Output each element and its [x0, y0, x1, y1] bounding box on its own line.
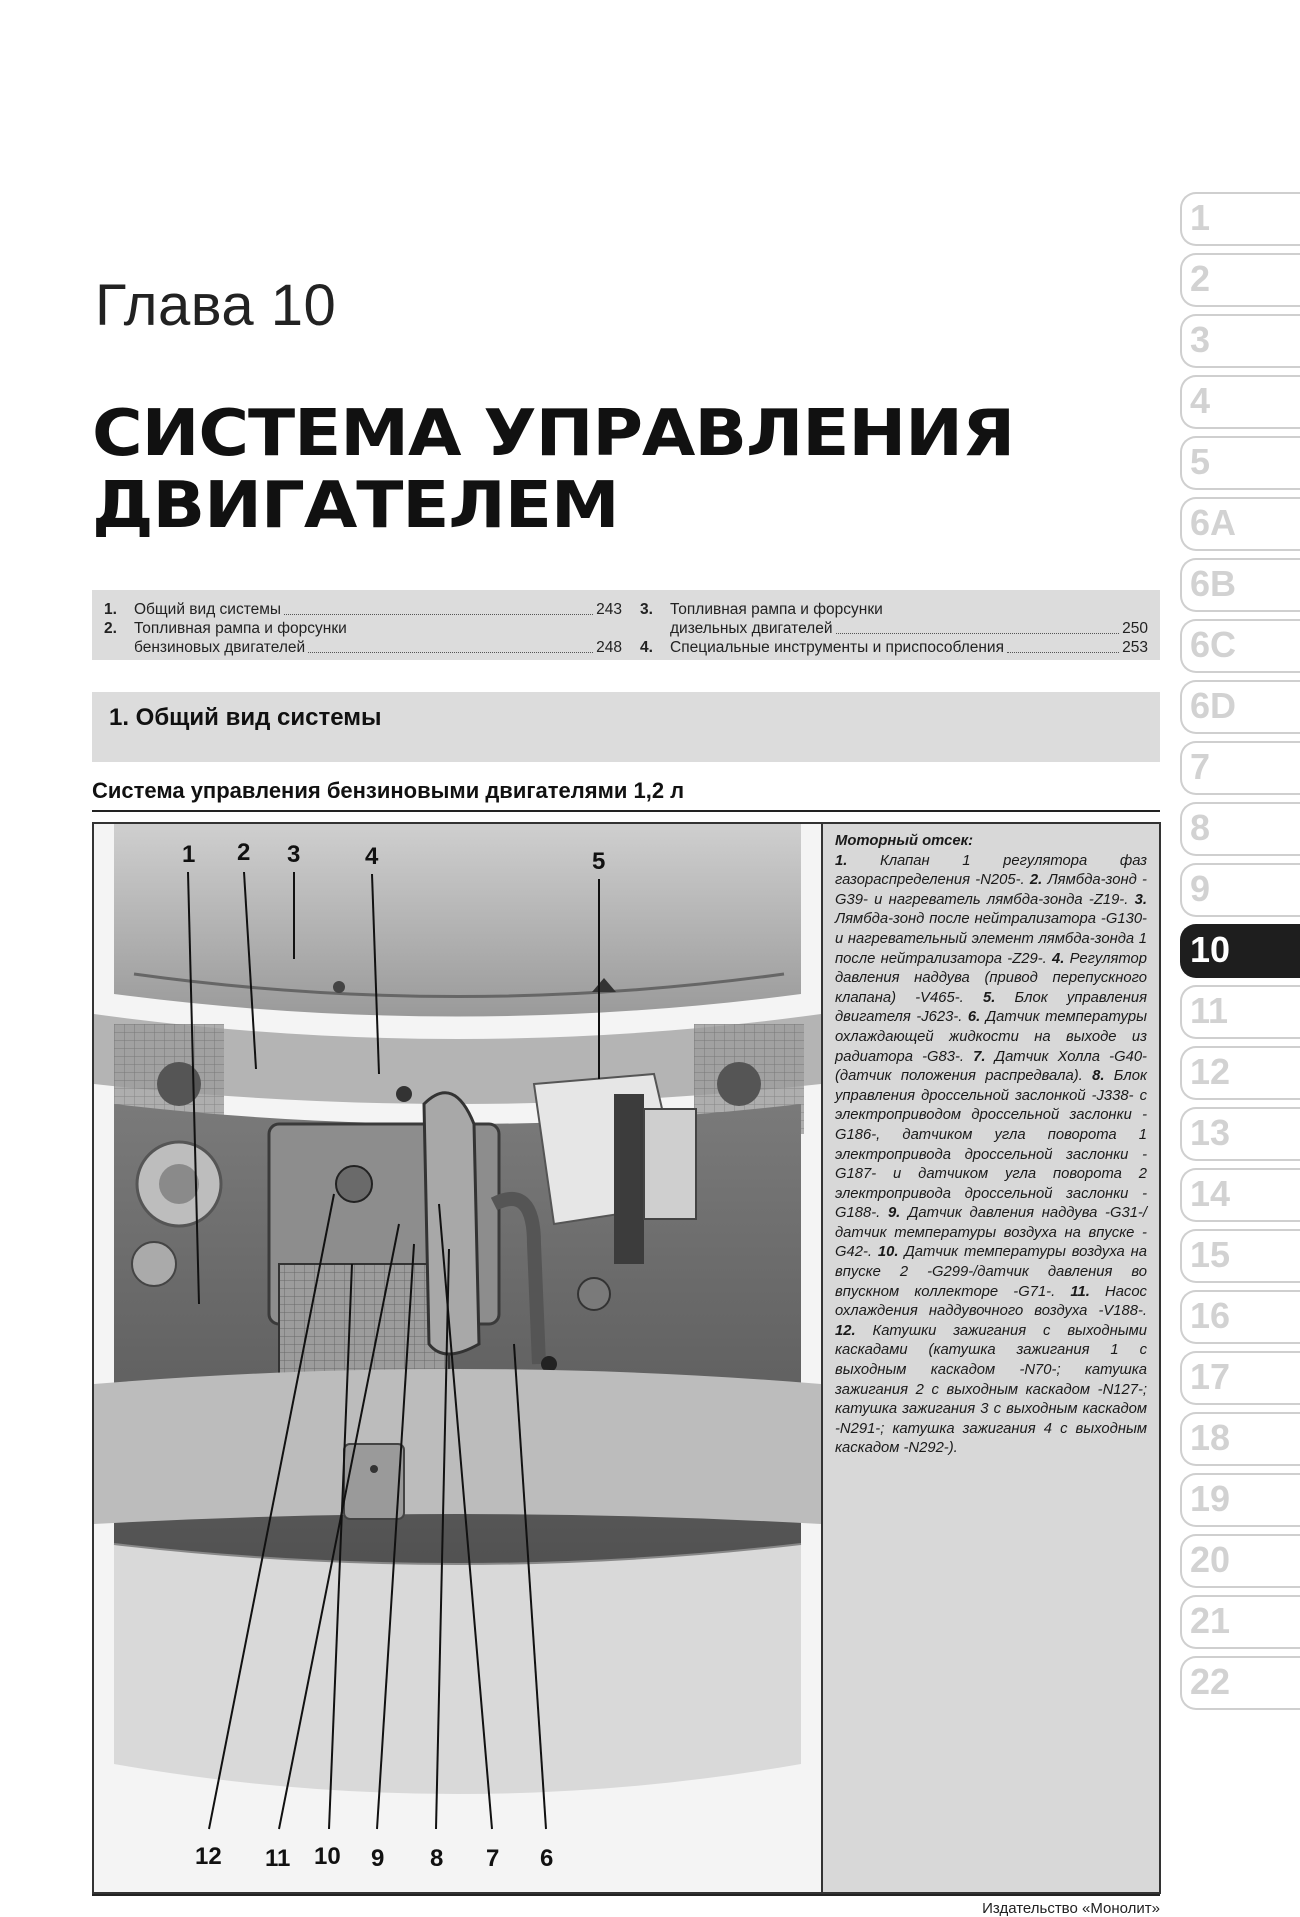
- chapter-tab-6a[interactable]: [1180, 495, 1300, 556]
- chapter-tab-14[interactable]: [1180, 1166, 1300, 1227]
- sensor-plug: [541, 1356, 557, 1372]
- chapter-tab-17[interactable]: [1180, 1349, 1300, 1410]
- engine-bay-photo: [94, 824, 823, 1892]
- callout-4: 4: [365, 843, 379, 870]
- chapter-tab-label: 21: [1190, 1600, 1231, 1641]
- toc-leader-dots: [836, 633, 1120, 634]
- legend-item-text: Датчик давления наддува -G31-/ датчик температуры воздуха на впуске -G42-.: [835, 1205, 1147, 1261]
- battery-cover: [644, 1109, 696, 1219]
- chapter-tab-6d[interactable]: [1180, 678, 1300, 739]
- chapter-tab-18[interactable]: [1180, 1410, 1300, 1471]
- chapter-tab-label: 17: [1190, 1356, 1231, 1397]
- fluid-cap: [578, 1278, 610, 1310]
- table-of-contents: [92, 590, 1160, 660]
- legend-item-text: Катушки зажигания с выходными каскадами (катушка зажигания 1 с выходным каскадом -N70-; катушка зажигания 2 с выходным каскадом -N127-; катушка зажигания 3 с выходным каскадом -N291-; катушка зажигания 4 с выходным каскадом -N292-).: [835, 1322, 1147, 1457]
- legend-item-text: Блок управления дроссельной заслонкой -J338- с электроприводом дроссельной заслонки -G186-, датчиком угла поворота 1 электропривода дроссельной заслонки -G187- и датчиком угла поворота 2 электропривода дроссельной заслонки -G188-.: [835, 1068, 1147, 1222]
- toc-entry[interactable]: [104, 619, 622, 638]
- toc-leader-dots: [1007, 652, 1119, 653]
- fluid-cap: [132, 1242, 176, 1286]
- legend-item-text: Датчик температуры охлаждающей жидкости на выходе из радиатора -G83-.: [835, 1009, 1147, 1065]
- toc-entry-page: 253: [1122, 639, 1148, 656]
- section-heading-bar: [92, 692, 1160, 762]
- chapter-tab-13[interactable]: [1180, 1105, 1300, 1166]
- toc-entry[interactable]: [640, 600, 1148, 619]
- legend-item-text: Лямбда-зонд -G39- и нагреватель лямбда-зонда -Z19-.: [835, 872, 1147, 908]
- front-bumper: [114, 1544, 801, 1794]
- chapter-tab-label: 6C: [1190, 624, 1237, 665]
- chapter-tab-4[interactable]: [1180, 373, 1300, 434]
- chapter-tab-22[interactable]: [1180, 1654, 1300, 1715]
- sensor-plug: [396, 1086, 412, 1102]
- legend-item-text: Клапан 1 регулятора фаз газораспределения -N205-.: [835, 852, 1147, 889]
- chapter-tab-label: 13: [1190, 1112, 1231, 1153]
- callout-7: 7: [486, 1845, 500, 1872]
- callout-6: 6: [540, 1845, 554, 1872]
- intake-pipe: [424, 1093, 479, 1354]
- chapter-tab-21[interactable]: [1180, 1593, 1300, 1654]
- toc-entry-number: 3.: [640, 601, 653, 618]
- chapter-tab-label: 20: [1190, 1539, 1231, 1580]
- chapter-tab-label: 8: [1190, 807, 1211, 848]
- chapter-tab-label: 4: [1190, 380, 1211, 421]
- chapter-tab-16[interactable]: [1180, 1288, 1300, 1349]
- washer-nozzle: [333, 981, 345, 993]
- legend-title: Моторный отсек:: [835, 833, 974, 849]
- chapter-tab-20[interactable]: [1180, 1532, 1300, 1593]
- legend-item-number: 11.: [1070, 1283, 1090, 1300]
- toc-entry-continued[interactable]: [104, 638, 622, 657]
- chapter-tab-15[interactable]: [1180, 1227, 1300, 1288]
- toc-leader-dots: [308, 652, 593, 653]
- chapter-tab-3[interactable]: [1180, 312, 1300, 373]
- legend-item-number: 12.: [835, 1322, 856, 1339]
- toc-entry[interactable]: [104, 600, 622, 619]
- strut-mount-right: [717, 1062, 761, 1106]
- chapter-tab-6c[interactable]: [1180, 617, 1300, 678]
- oil-cap: [336, 1166, 372, 1202]
- toc-entry-text: Общий вид системы: [134, 601, 282, 618]
- legend-text: [823, 824, 1159, 1459]
- chapter-tab-label: 6D: [1190, 685, 1237, 726]
- chapter-tab-2[interactable]: [1180, 251, 1300, 312]
- chapter-tab-10-active[interactable]: [1180, 922, 1300, 983]
- toc-entry-number: 1.: [104, 601, 117, 618]
- toc-entry-text: Топливная рампа и форсунки: [134, 620, 347, 637]
- latch-bolt: [370, 1465, 378, 1473]
- toc-entry-text: Специальные инструменты и приспособления: [670, 639, 1004, 656]
- chapter-label: Глава 10: [95, 273, 337, 338]
- legend-item-number: 9.: [887, 1205, 901, 1222]
- front-crossmember: [94, 1369, 821, 1524]
- chapter-tab-label: 3: [1190, 319, 1211, 360]
- legend-item-number: 1.: [835, 852, 848, 869]
- chapter-tab-19[interactable]: [1180, 1471, 1300, 1532]
- engine-figure: [92, 822, 1161, 1894]
- chapter-tab-label: 19: [1190, 1478, 1231, 1519]
- engine-bay-illustration: [94, 824, 821, 1892]
- callout-8: 8: [430, 1845, 444, 1872]
- callout-1: 1: [182, 841, 196, 868]
- chapter-tab-1[interactable]: [1180, 190, 1300, 251]
- toc-entry-page: 243: [596, 601, 622, 618]
- toc-entry-text: бензиновых двигателей: [134, 639, 306, 656]
- legend-item-text: Блок управления двигателя -J623-.: [835, 989, 1147, 1026]
- title-line-2: ДВИГАТЕЛЕМ: [92, 469, 619, 543]
- chapter-tab-label: 18: [1190, 1417, 1231, 1458]
- toc-entry[interactable]: [640, 638, 1148, 657]
- chapter-tab-label: 6A: [1190, 502, 1237, 543]
- chapter-tab-label: 22: [1190, 1661, 1231, 1702]
- callout-2: 2: [237, 839, 251, 866]
- hood: [114, 824, 801, 1017]
- figure-legend: [823, 824, 1159, 1892]
- chapter-tab-label: 7: [1190, 746, 1211, 787]
- toc-column-left: [104, 600, 622, 657]
- legend-item-text: Датчик Холла -G40- (датчик положения распредвала).: [835, 1048, 1147, 1085]
- section-heading: 1. Общий вид системы: [109, 704, 382, 731]
- footer-rule: [92, 1894, 1160, 1896]
- legend-item-number: 5.: [982, 989, 996, 1006]
- chapter-tab-label: 2: [1190, 258, 1211, 299]
- chapter-tabs: [1180, 190, 1300, 1715]
- callout-3: 3: [287, 841, 301, 868]
- callout-5: 5: [592, 848, 606, 875]
- chapter-tab-7[interactable]: [1180, 739, 1300, 800]
- page-title: [92, 398, 1064, 542]
- chapter-tab-label: 9: [1190, 868, 1211, 909]
- legend-item-text: Лямбда-зонд после нейтрализатора -G130- и нагревательный элемент лямбда-зонда 1 после нейтрализатора -Z29-.: [835, 911, 1147, 967]
- callout-11: 11: [265, 1845, 291, 1872]
- legend-item-number: 3.: [1134, 891, 1147, 908]
- legend-item-text: Датчик температуры воздуха на впуске 2 -G299-/датчик давления во впускном коллекторе -G71-.: [835, 1244, 1147, 1300]
- chapter-tab-label: 5: [1190, 441, 1211, 482]
- chapter-tab-6b[interactable]: [1180, 556, 1300, 617]
- toc-entry-text: дизельных двигателей: [670, 620, 833, 637]
- toc-entry-number: 2.: [104, 620, 117, 637]
- intake-grille: [279, 1264, 449, 1374]
- legend-item-number: 8.: [1092, 1068, 1105, 1085]
- toc-entry-number: 4.: [640, 639, 653, 656]
- chapter-tab-label: 6B: [1190, 563, 1237, 604]
- chapter-tab-label: 16: [1190, 1295, 1231, 1336]
- callout-9: 9: [371, 1845, 385, 1872]
- callout-10: 10: [314, 1843, 341, 1870]
- engine-control-unit: [614, 1094, 644, 1264]
- chapter-tab-12[interactable]: [1180, 1044, 1300, 1105]
- legend-item-text: Насос охлаждения наддувочного воздуха -V188-.: [835, 1283, 1147, 1320]
- legend-item-number: 2.: [1029, 872, 1043, 889]
- legend-item-number: 7.: [973, 1048, 986, 1065]
- chapter-tab-8[interactable]: [1180, 800, 1300, 861]
- callout-12: 12: [195, 1843, 222, 1870]
- chapter-tab-9[interactable]: [1180, 861, 1300, 922]
- chapter-tab-label: 14: [1190, 1173, 1231, 1214]
- chapter-tab-label: 11: [1190, 990, 1229, 1031]
- toc-entry-page: 248: [596, 639, 622, 656]
- chapter-tab-5[interactable]: [1180, 434, 1300, 495]
- legend-item-number: 6.: [967, 1009, 981, 1026]
- chapter-tab-label: 12: [1190, 1051, 1231, 1092]
- chapter-tab-11[interactable]: [1180, 983, 1300, 1044]
- toc-leader-dots: [284, 614, 593, 615]
- subsection-heading: Система управления бензиновыми двигателями 1,2 л: [92, 778, 1160, 812]
- legend-item-number: 10.: [877, 1244, 899, 1261]
- chapter-tab-label: 10: [1190, 929, 1231, 970]
- chapter-tab-label: 15: [1190, 1234, 1231, 1275]
- toc-entry-page: 250: [1122, 620, 1148, 637]
- chapter-tab-label: 1: [1190, 197, 1211, 238]
- toc-column-right: [640, 600, 1148, 657]
- legend-item-text: Регулятор давления наддува (привод перепускного клапана) -V465-.: [835, 950, 1147, 1006]
- toc-entry-text: Топливная рампа и форсунки: [670, 601, 883, 618]
- publisher-footer: Издательство «Монолит»: [982, 1900, 1160, 1917]
- legend-item-number: 4.: [1052, 950, 1065, 967]
- reservoir-cap: [159, 1164, 199, 1204]
- toc-entry-continued[interactable]: [640, 619, 1148, 638]
- title-line-1: СИСТЕМА УПРАВЛЕНИЯ: [92, 397, 1015, 471]
